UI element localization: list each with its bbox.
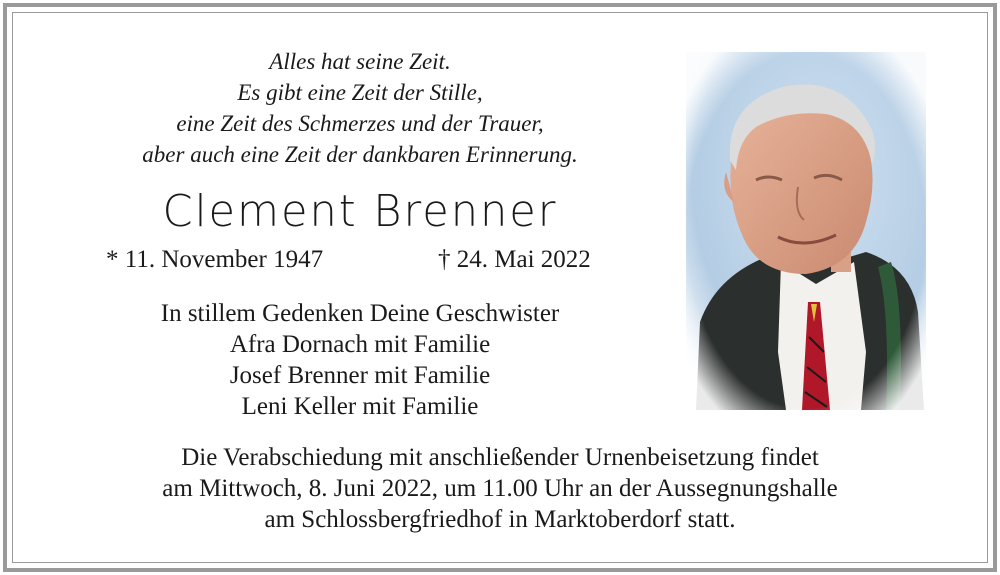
motto-line: Es gibt eine Zeit der Stille, bbox=[237, 80, 483, 105]
notice-line: am Schlossbergfriedhof in Marktoberdorf statt. bbox=[264, 506, 736, 533]
portrait-photo bbox=[686, 52, 926, 410]
motto-line: eine Zeit des Schmerzes und der Trauer, bbox=[176, 111, 544, 136]
death-date: † 24. Mai 2022 bbox=[438, 246, 591, 273]
birth-date: * 11. November 1947 bbox=[106, 246, 324, 273]
mourners-line: Afra Dornach mit Familie bbox=[229, 331, 491, 358]
mourners-line: Leni Keller mit Familie bbox=[241, 393, 479, 420]
motto-line: Alles hat seine Zeit. bbox=[269, 49, 451, 74]
mourners-line: In stillem Gedenken Deine Geschwister bbox=[160, 300, 560, 327]
motto-verse bbox=[60, 46, 660, 170]
mourners-line: Josef Brenner mit Familie bbox=[229, 362, 491, 389]
mourners-list bbox=[60, 298, 660, 422]
notice-line: am Mittwoch, 8. Juni 2022, um 11.00 Uhr an der Aussegnungshalle bbox=[162, 475, 838, 502]
funeral-notice bbox=[30, 442, 970, 535]
deceased-name: Clement Brenner bbox=[162, 186, 558, 237]
notice-line: Die Verabschiedung mit anschließender Urnenbeisetzung findet bbox=[181, 444, 819, 471]
motto-line: aber auch eine Zeit der dankbaren Erinnerung. bbox=[142, 142, 578, 167]
